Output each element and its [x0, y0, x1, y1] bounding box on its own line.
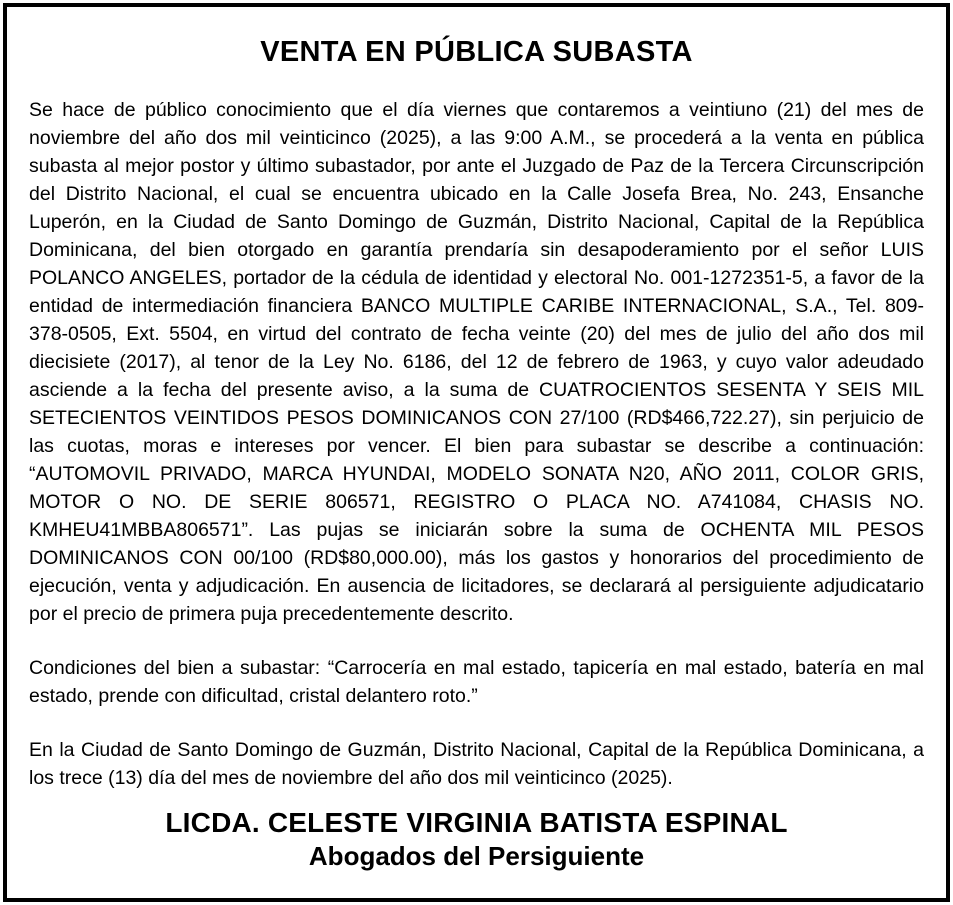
signature-block: [29, 806, 924, 872]
notice-paragraph-conditions: Condiciones del bien a subastar: “Carrocería en mal estado, tapicería en mal estado, batería en mal estado, prende con dificultad, cristal delantero roto.”: [29, 657, 924, 707]
signature-name: LICDA. CELESTE VIRGINIA BATISTA ESPINAL: [165, 807, 788, 838]
notice-title: VENTA EN PÚBLICA SUBASTA: [260, 36, 693, 68]
signature-role: Abogados del Persiguiente: [308, 841, 645, 871]
notice-paragraph-main: Se hace de público conocimiento que el día viernes que contaremos a veintiuno (21) del mes de noviembre del año dos mil veinticinco (2025), a las 9:00 A.M., se procederá a la venta en pública subasta al mejor postor y último subastador, por ante el Juzgado de Paz de la Tercera Circunscripción del Distrito Nacional, el cual se encuentra ubicado en la Calle Josefa Brea, No. 243, Ensanche Luperón, en la Ciudad de Santo Domingo de Guzmán, Distrito Nacional, Capital de la República Dominicana, del bien otorgado en garantía prendaría sin desapoderamiento por el señor LUIS POLANCO ANGELES, portador de la cédula de identidad y electoral No. 001-1272351-5, a favor de la entidad de intermediación financiera BANCO MULTIPLE CARIBE INTERNACIONAL, S.A., Tel. 809-378-0505, Ext. 5504, en virtud del contrato de fecha veinte (20) del mes de julio del año dos mil diecisiete (2017), al tenor de la Ley No. 6186, del 12 de febrero de 1963, y cuyo valor adeudado asciende a la fecha del presente aviso, a la suma de CUATROCIENTOS SESENTA Y SEIS MIL SETECIENTOS VEINTIDOS PESOS DOMINICANOS CON 27/100 (RD$466,722.27), sin perjuicio de las cuotas, moras e intereses por vencer. El bien para subastar se describe a continuación: “AUTOMOVIL PRIVADO, MARCA HYUNDAI, MODELO SONATA N20, AÑO 2011, COLOR GRIS, MOTOR O NO. DE SERIE 806571, REGISTRO O PLACA NO. A741084, CHASIS NO. KMHEU41MBBA806571”. Las pujas se iniciarán sobre la suma de OCHENTA MIL PESOS DOMINICANOS CON 00/100 (RD$80,000.00), más los gastos y honorarios del procedimiento de ejecución, venta y adjudicación. En ausencia de licitadores, se declarará al persiguiente adjudicatario por el precio de primera puja precedentemente descrito.: [29, 99, 924, 625]
auction-notice-frame: [3, 3, 950, 902]
notice-paragraph-date-place: En la Ciudad de Santo Domingo de Guzmán, Distrito Nacional, Capital de la República Dominicana, a los trece (13) día del mes de noviembre del año dos mil veinticinco (2025).: [29, 739, 924, 789]
